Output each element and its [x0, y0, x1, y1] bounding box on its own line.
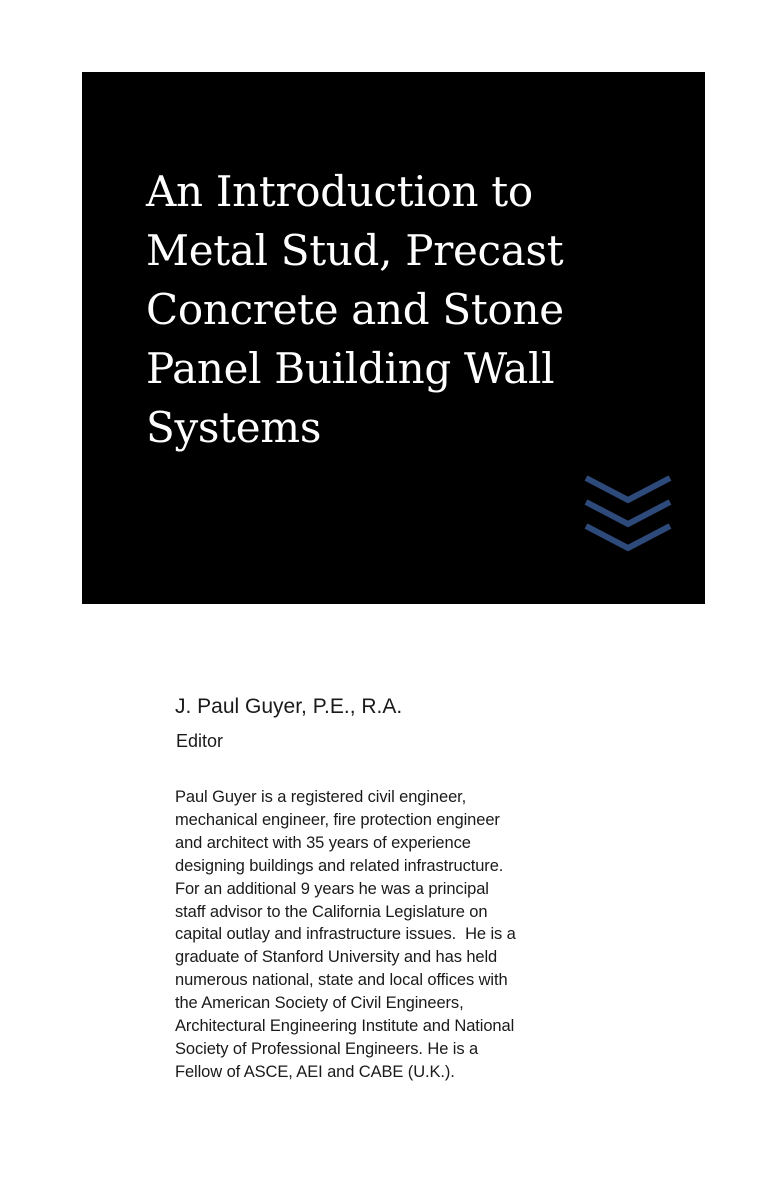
title-line: An Introduction to: [146, 167, 533, 216]
book-title: [146, 162, 686, 457]
author-bio: [175, 786, 645, 1084]
title-line: Systems: [146, 403, 322, 452]
bio-line: mechanical engineer, fire protection engineer: [175, 810, 500, 829]
bio-line: the American Society of Civil Engineers,: [175, 994, 464, 1013]
author-role: Editor: [176, 731, 224, 751]
author-name: J. Paul Guyer, P.E., R.A.: [175, 695, 403, 718]
title-line: Concrete and Stone: [146, 285, 564, 334]
bio-line: Fellow of ASCE, AEI and CABE (U.K.).: [175, 1062, 455, 1081]
bio-line: For an additional 9 years he was a principal: [175, 879, 489, 898]
bio-line: and architect with 35 years of experience: [175, 833, 471, 852]
bio-line: capital outlay and infrastructure issues. He is a: [175, 925, 516, 944]
bio-line: numerous national, state and local offices with: [175, 971, 508, 990]
bio-line: graduate of Stanford University and has held: [175, 948, 498, 967]
bio-line: designing buildings and related infrastructure.: [175, 856, 504, 875]
triple-chevron-down-icon: [584, 474, 672, 554]
cover-panel: [82, 72, 705, 604]
bio-line: staff advisor to the California Legislature on: [175, 902, 488, 921]
bio-line: Architectural Engineering Institute and National: [175, 1017, 515, 1036]
bio-line: Society of Professional Engineers. He is a: [175, 1039, 479, 1058]
bio-line: Paul Guyer is a registered civil engineer,: [175, 788, 467, 806]
title-line: Panel Building Wall: [146, 344, 555, 393]
title-line: Metal Stud, Precast: [146, 226, 564, 275]
